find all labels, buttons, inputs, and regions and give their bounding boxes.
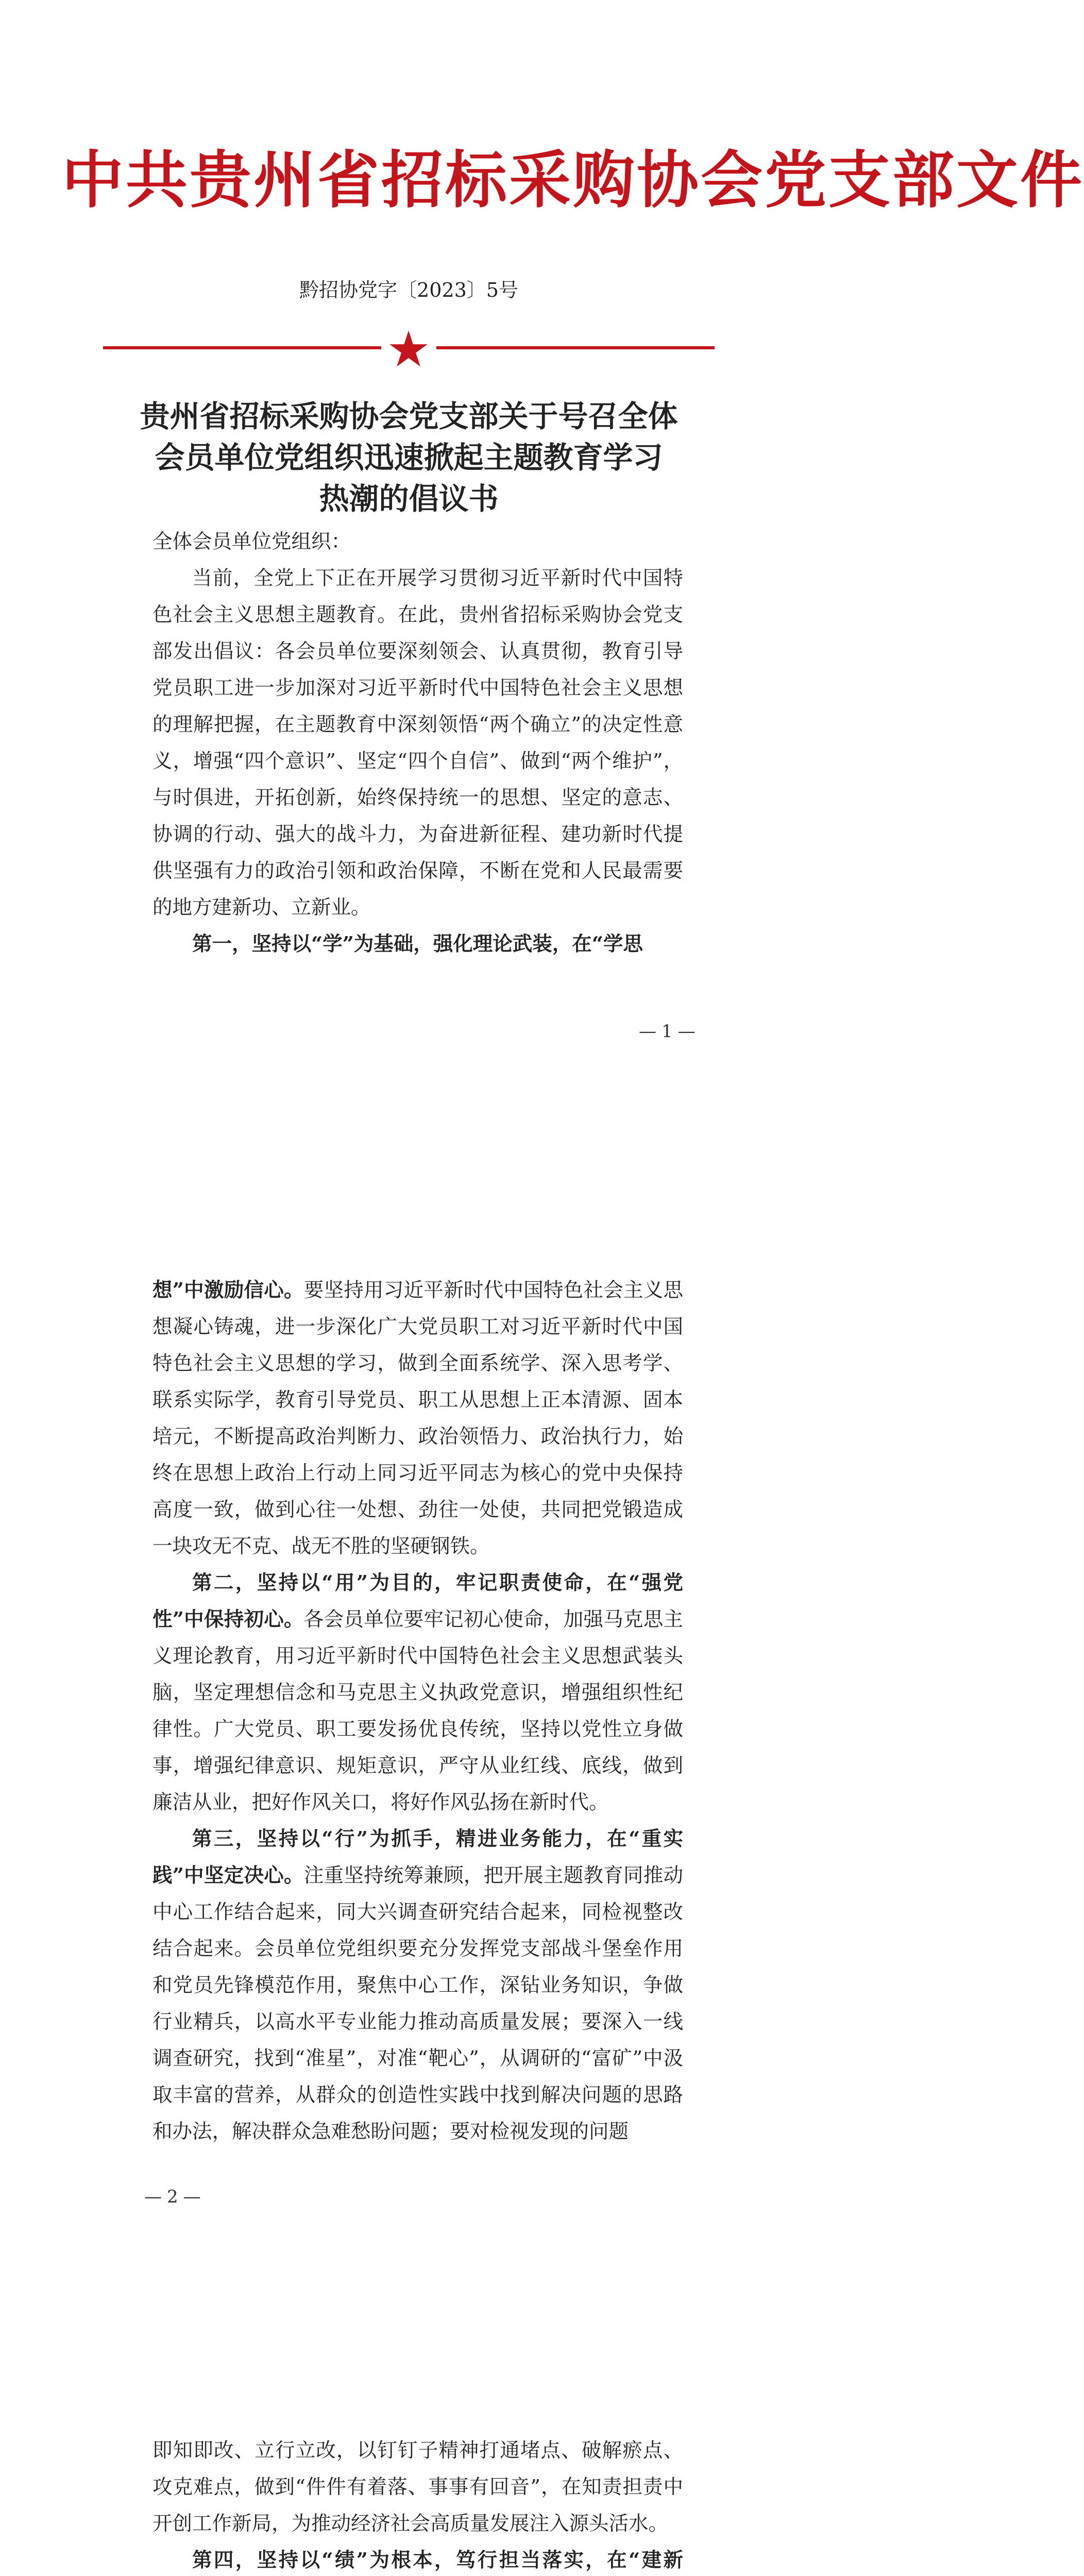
paragraph-lead: 第三，坚持以“行”为抓手，精进业务能力，在“重实践”中坚定决心。: [153, 1827, 683, 1887]
paragraph: [153, 1565, 683, 1821]
paragraph: [153, 560, 683, 926]
paragraph-lead: 第二，坚持以“用”为目的，牢记职责使命，在“强党性”中保持初心。: [153, 1571, 683, 1631]
paragraph: [153, 2432, 683, 2542]
red-divider-right: [436, 346, 715, 349]
paragraph: [153, 2542, 683, 2576]
red-divider-left: [103, 346, 381, 349]
paragraph-text: 要坚持用习近平新时代中国特色社会主义思想凝心铸魂，进一步深化广大党员职工对习近平新时代中国特色社会主义思想的学习，做到全面系统学、深入思考学、联系实际学，教育引导党员、职工从思想上正本清源、固本培元，不断提高政治判断力、政治领悟力、政治执行力，始终在思想上政治上行动上同习近平同志为核心的党中央保持高度一致，做到心往一处想、劲往一处使，共同把党锻造成一块攻无不克、战无不胜的坚硬钢铁。: [153, 1279, 683, 1558]
document-number: 黔招协党字〔2023〕5号: [299, 279, 518, 301]
salutation: 全体会员单位党组织：: [153, 530, 351, 553]
page-number: —1—: [639, 1021, 701, 1042]
paragraph-text: 注重坚持统筹兼顾，把开展主题教育同推动中心工作结合起来，同大兴调查研究结合起来，同检视整改结合起来。会员单位党组织要充分发挥党支部战斗堡垒作用和党员先锋模范作用，聚焦中心工作，深钻业务知识，争做行业精兵，以高水平专业能力推动高质量发展；要深入一线调查研究，找到“准星”，对准“靶心”，从调研的“富矿”中汲取丰富的营养，从群众的创造性实践中找到解决问题的思路和办法，解决群众急难愁盼问题；要对检视发现的问题: [153, 1864, 683, 2143]
paragraph: [153, 1821, 683, 2150]
title-line: 会员单位党组织迅速掀起主题教育学习: [155, 440, 663, 475]
title-line: 贵州省招标采购协会党支部关于号召全体: [140, 399, 678, 434]
paragraph: [153, 1272, 683, 1565]
star-icon: ★: [386, 320, 431, 378]
paragraph-text: 当前，全党上下正在开展学习贯彻习近平新时代中国特色社会主义思想主题教育。在此，贵州省招标采购协会党支部发出倡议：各会员单位要深刻领会、认真贯彻，教育引导党员职工进一步加深对习近平新时代中国特色社会主义思想的理解把握，在主题教育中深刻领悟“两个确立”的决定性意义，增强“四个意识”、坚定“四个自信”、做到“两个维护”，与时俱进，开拓创新，始终保持统一的思想、坚定的意志、协调的行动、强大的战斗力，为奋进新征程、建功新时代提供坚强有力的政治引领和政治保障，不断在党和人民最需要的地方建新功、立新业。: [153, 567, 683, 919]
title-line: 热潮的倡议书: [319, 481, 499, 516]
page-number: —2—: [144, 2187, 206, 2207]
page-2: [0, 1156, 818, 2312]
page-1: [0, 0, 1084, 1156]
paragraph-lead: 第一，坚持以“学”为基础，强化理论武装，在“学思: [192, 933, 643, 956]
page-3: [0, 2312, 818, 2576]
paragraph: [153, 926, 683, 962]
paragraph-text: 即知即改、立行立改，以钉钉子精神打通堵点、破解瘀点、攻克难点，做到“件件有着落、事事有回音”，在知责担责中开创工作新局，为推动经济社会高质量发展注入源头活水。: [153, 2439, 683, 2535]
document-header-title: 中共贵州省招标采购协会党支部文件: [62, 144, 1084, 216]
paragraph-lead: 想”中激励信心。: [153, 1279, 304, 1302]
paragraph-text: 各会员单位要牢记初心使命，加强马克思主义理论教育，用习近平新时代中国特色社会主义思想武装头脑，坚定理想信念和马克思主义执政党意识，增强组织性纪律性。广大党员、职工要发扬优良传统，坚持以党性立身做事，增强纪律意识、规矩意识，严守从业红线、底线，做到廉洁从业，把好作风关口，将好作风弘扬在新时代。: [153, 1608, 683, 1814]
paragraph-lead: 第四，坚持以“绩”为根本，笃行担当落实，在“建新: [192, 2549, 683, 2572]
document-title: [82, 396, 735, 519]
